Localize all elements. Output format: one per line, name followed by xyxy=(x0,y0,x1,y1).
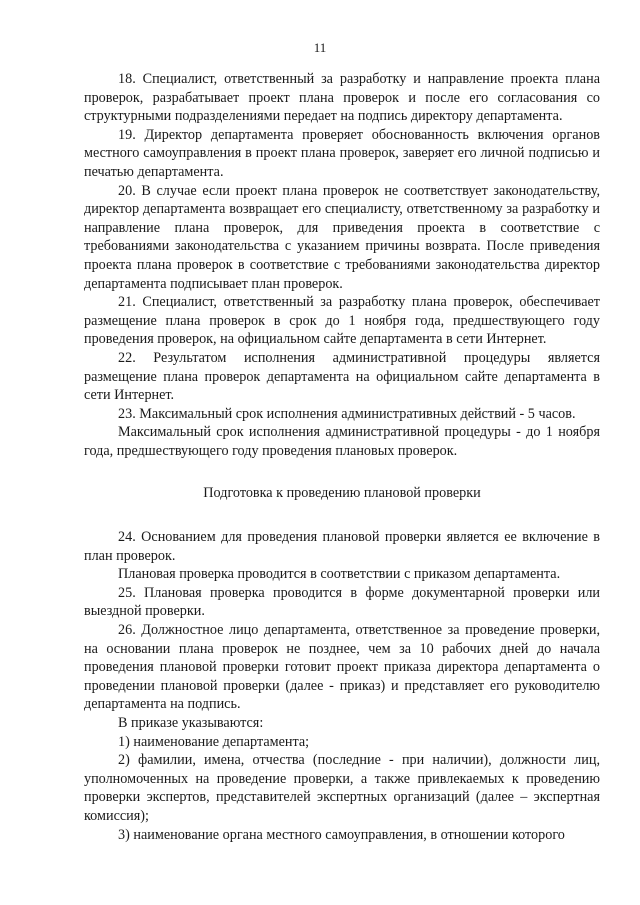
paragraph-24: 24. Основанием для проведения плановой проверки является ее включение в план проверок. xyxy=(84,529,600,564)
list-item-2: 2) фамилии, имена, отчества (последние - при наличии), должности лиц, уполномоченных на проведение проверки, а также привлекаемых к проведению проверки экспертов, представителей экспертных организаций (далее – экспертная комиссия); xyxy=(84,752,600,824)
paragraph-order-basis: Плановая проверка проводится в соответствии с приказом департамента. xyxy=(118,566,561,583)
document-body xyxy=(84,70,600,844)
paragraph-26: 26. Должностное лицо департамента, ответственное за проведение проверки, на основании плана проверок не позднее, чем за 10 рабочих дней до начала проведения плановой проверки готовит проект приказа директора департамента о проведении плановой проверки (далее - приказ) и представляет его руководителю департамента на подпись. xyxy=(84,622,600,713)
list-item-1: 1) наименование департамента; xyxy=(118,733,310,750)
paragraph-20: 20. В случае если проект плана проверок не соответствует законодательству, директор департамента возвращает его специалисту, ответственному за разработку и направление плана проверок, для приведения проекта в соответствие с требованиями законодательства с указанием причины возврата. После приведения проекта плана проверок в соответствие с требованиями законодательства директор департамента подписывает план проверок. xyxy=(84,182,600,292)
paragraph-23: 23. Максимальный срок исполнения административных действий - 5 часов. xyxy=(118,405,576,422)
paragraph-19: 19. Директор департамента проверяет обоснованность включения органов местного самоуправления в проект плана проверок, заверяет его личной подписью и печатью департамента. xyxy=(84,126,600,180)
page-number: 11 xyxy=(313,40,327,55)
list-item-3: 3) наименование органа местного самоуправления, в отношении которого xyxy=(118,826,565,843)
paragraph-22: 22. Результатом исполнения административной процедуры является размещение плана проверок департамента на официальном сайте департамента в сети Интернет. xyxy=(84,349,600,404)
paragraph-order-contents-intro: В приказе указываются: xyxy=(118,715,264,731)
paragraph-18: 18. Специалист, ответственный за разработку и направление проекта плана проверок, разрабатывает проект плана проверок и после его согласования со структурными подразделениями передает на подпись директору департамента. xyxy=(84,71,600,125)
section-heading: Подготовка к проведению плановой проверки xyxy=(203,485,481,502)
paragraph-21: 21. Специалист, ответственный за разработку плана проверок, обеспечивает размещение плана проверок в срок до 1 ноября года, предшествующего году проведения проверок, на официальном сайте департамента в сети Интернет. xyxy=(84,294,600,348)
paragraph-max-term: Максимальный срок исполнения административной процедуры - до 1 ноября года, предшествующего году проведения плановых проверок. xyxy=(84,424,600,459)
paragraph-25: 25. Плановая проверка проводится в форме документарной проверки или выездной проверки. xyxy=(84,584,600,620)
